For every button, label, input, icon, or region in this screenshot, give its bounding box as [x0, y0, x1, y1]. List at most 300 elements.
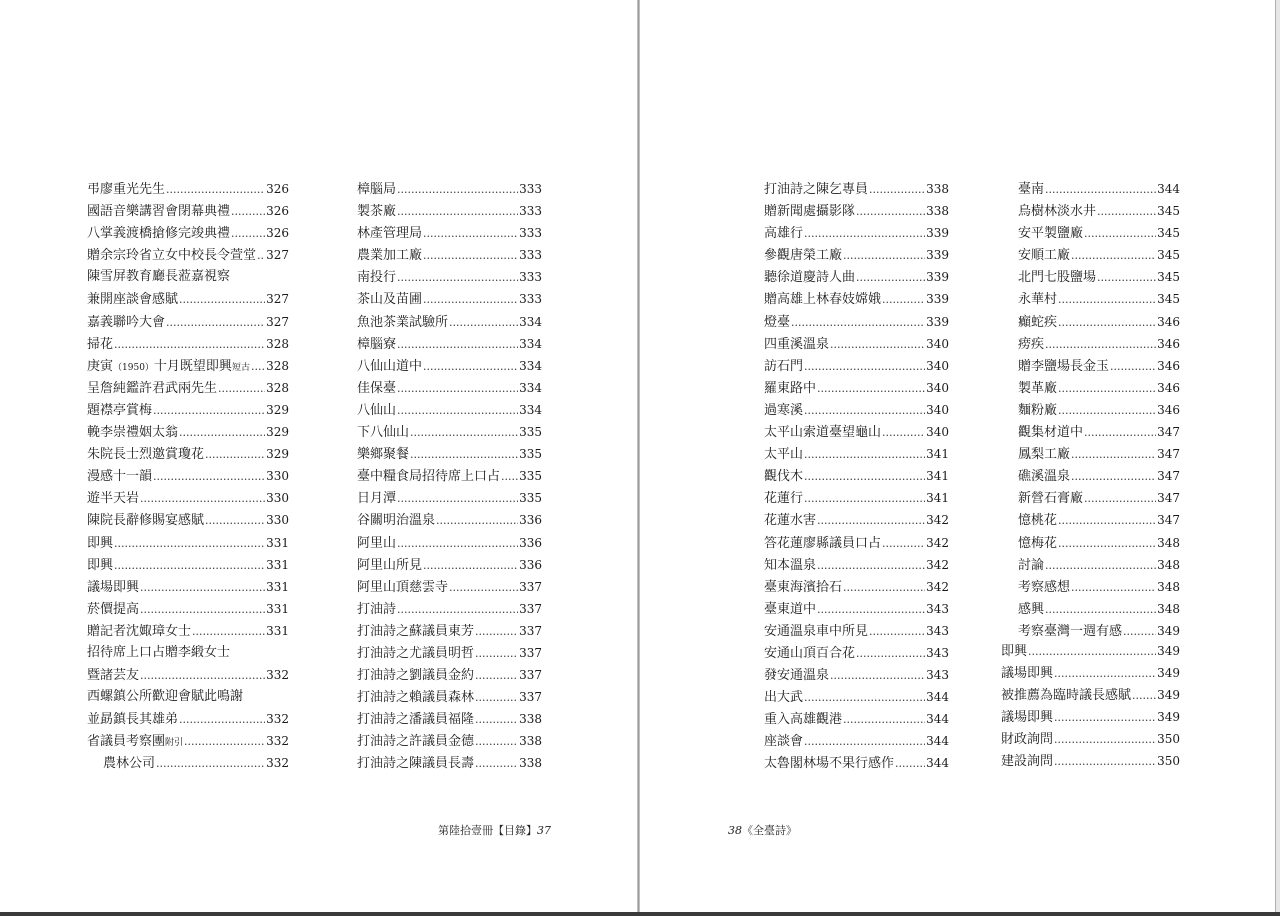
toc-entry-title-text: 兼開座談會感賦 [87, 292, 179, 308]
toc-entry [87, 509, 289, 531]
toc-entry-title-text: 即興 [87, 557, 114, 573]
window-right-edge [1275, 0, 1280, 916]
toc-page-number: 332 [266, 734, 289, 749]
toc-page-number: 342 [926, 557, 949, 572]
toc-dot-leader [397, 400, 518, 422]
toc-dot-leader [166, 312, 265, 334]
toc-entry-title [1018, 555, 1044, 577]
toc-entry-title-text: 癲蛇疾 [1018, 314, 1058, 330]
toc-entry-title [357, 665, 474, 687]
toc-entry [764, 620, 949, 642]
toc-page-number: 333 [519, 182, 542, 196]
toc-entry-title-text: 花蓮行 [764, 491, 804, 507]
toc-dot-leader [1058, 400, 1156, 422]
toc-entry-title-text: 贈新聞處攝影隊 [764, 204, 856, 220]
toc-dot-leader [1110, 356, 1156, 378]
toc-page-number: 344 [1157, 182, 1180, 196]
toc-page-number: 337 [519, 623, 542, 638]
toc-page-number: 340 [926, 336, 949, 351]
toc-dot-leader [501, 466, 518, 488]
toc-entry [1018, 355, 1180, 377]
toc-entry [1018, 487, 1180, 509]
toc-entry-title [87, 731, 183, 754]
toc-entry-title-text: 臺東道中 [764, 601, 817, 617]
toc-page-number: 339 [926, 248, 949, 263]
toc-entry [357, 266, 542, 288]
toc-entry-title-text: 茶山及苗圃 [357, 292, 423, 308]
toc-entry-title [357, 510, 435, 532]
toc-entry-title-text: 並勗鎮長其雄弟 [87, 712, 179, 728]
toc-entry [357, 752, 542, 774]
toc-dot-leader [804, 466, 925, 488]
toc-page-number: 348 [1157, 557, 1180, 572]
toc-page-number: 337 [519, 645, 542, 660]
toc-page-number: 330 [266, 469, 289, 484]
toc-entry [357, 311, 542, 333]
toc-page-number: 336 [519, 513, 542, 528]
toc-entry-title [1018, 179, 1044, 201]
toc-dot-leader [804, 400, 925, 422]
toc-entry [87, 664, 289, 686]
toc-dot-leader [804, 488, 925, 510]
toc-page-number: 349 [1157, 710, 1180, 725]
toc-entry-title [1001, 751, 1053, 773]
toc-page-number: 335 [519, 447, 542, 462]
toc-dot-leader [449, 312, 518, 334]
toc-page-number: 344 [926, 712, 949, 727]
toc-page-number: 339 [926, 226, 949, 241]
toc-dot-leader [856, 267, 925, 289]
toc-entry-title [357, 687, 474, 709]
toc-entry-title-text: 太平山索道臺望龜山 [764, 425, 882, 441]
toc-dot-leader [882, 533, 925, 555]
toc-dot-leader [843, 577, 925, 599]
toc-page-number: 334 [519, 336, 542, 351]
toc-dot-leader [1084, 422, 1156, 444]
footer-right-page-number: 38 [728, 824, 742, 837]
left-page [0, 0, 637, 913]
toc-dot-leader [1028, 641, 1156, 663]
toc-entry-title-text: 鳳梨工廠 [1018, 447, 1071, 463]
toc-entry [87, 554, 289, 576]
toc-entry-title [87, 665, 139, 687]
toc-entry-title-text: 朱院長士烈邀賞瓊花 [87, 447, 205, 463]
toc-dot-leader [1054, 751, 1156, 773]
toc-entry [1018, 421, 1180, 443]
toc-dot-leader [423, 223, 518, 245]
toc-dot-leader [475, 643, 518, 665]
toc-dot-leader [140, 599, 265, 621]
toc-page-number: 345 [1157, 204, 1180, 219]
toc-entry-title [357, 444, 409, 466]
toc-dot-leader [791, 312, 925, 334]
toc-entry-title [87, 466, 152, 488]
toc-entry-title [87, 533, 113, 555]
toc-page-number: 337 [519, 668, 542, 683]
toc-entry-title [1018, 599, 1044, 621]
toc-page-number: 348 [1157, 579, 1180, 594]
toc-entry-title-text: 陳雪屏教育廳長蒞嘉視察 [87, 269, 231, 285]
toc-entry-title-text: 贈余宗玲省立女中校長令萱堂 [87, 248, 257, 264]
toc-dot-leader [475, 687, 518, 709]
toc-entry [87, 708, 289, 730]
toc-entry-title-text: 討論 [1018, 557, 1045, 573]
toc-entry-title [1018, 510, 1057, 532]
toc-dot-leader [1097, 267, 1156, 289]
toc-entry [1018, 576, 1180, 598]
toc-entry [764, 598, 949, 620]
toc-entry [764, 266, 949, 288]
toc-entry-title [357, 466, 500, 488]
toc-entry-title-text: 輓李崇禮姻太翁 [87, 425, 179, 441]
toc-entry-title-text: 痨疾 [1018, 336, 1045, 352]
toc-dot-leader [140, 577, 265, 599]
toc-dot-leader [140, 665, 265, 687]
toc-entry-title [1018, 223, 1083, 245]
toc-entry-title-text: 財政詢問 [1001, 732, 1054, 748]
toc-entry [1018, 266, 1180, 288]
toc-page-number: 346 [1157, 336, 1180, 351]
toc-entry-title-text: 安通溫泉車中所見 [764, 623, 869, 639]
toc-dot-leader [423, 245, 518, 267]
toc-entry-title [764, 555, 816, 577]
toc-dot-leader [1097, 201, 1156, 223]
toc-page-number: 331 [266, 535, 289, 550]
toc-entry-title [764, 753, 894, 775]
toc-entry-title-text: 即興 [87, 535, 114, 551]
toc-page-number: 345 [1157, 226, 1180, 241]
toc-dot-leader [397, 267, 518, 289]
toc-page-number: 339 [926, 314, 949, 329]
toc-entry-title-text: 建設詢問 [1001, 754, 1054, 770]
toc-entry-title-text: 麵粉廠 [1018, 402, 1058, 418]
toc-dot-leader [817, 510, 925, 532]
toc-entry-title-text: 贈李鹽場長金玉 [1018, 358, 1110, 374]
toc-entry [357, 244, 542, 266]
toc-page-number: 331 [266, 623, 289, 638]
toc-entry [87, 399, 289, 421]
toc-entry-title [87, 334, 113, 356]
toc-page-number: 346 [1157, 358, 1180, 373]
toc-page-number: 346 [1157, 402, 1180, 417]
toc-entry-title-text: 議場即興 [87, 579, 140, 595]
toc-entry-title [87, 245, 256, 267]
toc-entry-title [1018, 533, 1057, 555]
toc-dot-leader [218, 378, 265, 400]
toc-entry-title-text: 太平山 [764, 447, 804, 463]
toc-entry [764, 708, 949, 730]
toc-entry [1018, 288, 1180, 310]
toc-entry-title-text: 題襟亭賞梅 [87, 402, 153, 418]
toc-entry-title-text: 阿里山 [357, 535, 397, 551]
toc-entry [87, 333, 289, 355]
toc-entry [87, 288, 289, 310]
toc-entry-title [87, 642, 230, 664]
toc-entry-title-text: 掃花 [87, 336, 114, 352]
toc-dot-leader [895, 753, 925, 775]
toc-entry [764, 487, 949, 509]
toc-dot-leader [166, 179, 265, 201]
toc-entry-title-text: 呈詹純鑑許君武兩先生 [87, 380, 218, 396]
toc-entry [1001, 684, 1180, 706]
toc-entry [1018, 200, 1180, 222]
toc-entry-title [764, 334, 829, 356]
toc-entry-title [87, 223, 230, 245]
toc-entry [1018, 598, 1180, 620]
toc-page-number: 333 [519, 248, 542, 263]
toc-entry [87, 377, 289, 399]
toc-entry-title-text: 製革廠 [1018, 380, 1058, 396]
toc-entry [1018, 554, 1180, 576]
toc-entry-note: 短古 [231, 362, 250, 373]
toc-page-number: 339 [926, 270, 949, 285]
toc-entry-title-text: 佳保臺 [357, 380, 397, 396]
toc-entry-title-text: 臺中糧食局招待席上口占 [357, 469, 501, 485]
toc-entry [1001, 728, 1180, 750]
toc-dot-leader [856, 643, 925, 665]
toc-entry [87, 598, 289, 620]
toc-entry-title-text: 打油詩之尤議員明哲 [357, 645, 475, 661]
toc-entry-title [87, 555, 113, 577]
toc-page-number: 350 [1157, 732, 1180, 747]
toc-entry [1018, 178, 1180, 200]
toc-entry [764, 686, 949, 708]
toc-page-number: 345 [1157, 248, 1180, 263]
toc-entry-title-text: 農林公司 [103, 756, 156, 772]
toc-entry-title-text: 暨諸芸友 [87, 668, 140, 684]
toc-entry [357, 620, 542, 642]
toc-entry-title [764, 312, 790, 334]
toc-page-number: 349 [1157, 666, 1180, 681]
toc-page-number: 342 [926, 513, 949, 528]
toc-dot-leader [475, 753, 518, 775]
toc-entry-title-text: 魚池茶業試驗所 [357, 314, 449, 330]
toc-page-number: 330 [266, 491, 289, 506]
toc-dot-leader [397, 201, 518, 223]
toc-entry-title [1018, 444, 1070, 466]
toc-dot-leader [251, 356, 265, 378]
toc-entry-title-text: 過寒溪 [764, 402, 804, 418]
toc-entry-title [357, 577, 448, 599]
toc-entry [1001, 640, 1180, 662]
toc-page-number: 350 [1157, 754, 1180, 769]
toc-entry-title [764, 245, 842, 267]
toc-dot-leader [397, 599, 518, 621]
toc-page-number: 347 [1157, 513, 1180, 528]
toc-dot-leader [114, 533, 265, 555]
toc-dot-leader [423, 356, 518, 378]
toc-entry-title [87, 179, 165, 201]
toc-entry-title [1001, 685, 1131, 707]
toc-dot-leader [397, 533, 518, 555]
toc-entry-title [87, 488, 139, 510]
toc-entry-title-text: 安通山頂百合花 [764, 645, 856, 661]
toc-entry [357, 200, 542, 222]
toc-entry-title [764, 179, 868, 201]
toc-entry-title [357, 422, 409, 444]
toc-entry [357, 421, 542, 443]
toc-page-number: 333 [519, 270, 542, 285]
toc-page-number: 336 [519, 535, 542, 550]
toc-page-number: 326 [266, 182, 289, 196]
toc-column-left-2 [357, 178, 542, 775]
toc-page-number: 341 [926, 469, 949, 484]
toc-entry-title-text: 陳院長辭修賜宴感賦 [87, 513, 205, 529]
toc-entry [764, 443, 949, 465]
toc-page-number: 333 [519, 226, 542, 241]
toc-dot-leader [1132, 685, 1156, 707]
toc-dot-leader [179, 289, 265, 311]
toc-page-number: 327 [266, 248, 289, 263]
toc-entry-title-text: 烏樹林淡水井 [1018, 204, 1097, 220]
toc-entry-title [1018, 356, 1109, 378]
toc-entry [764, 509, 949, 531]
toc-entry [764, 178, 949, 200]
toc-entry-title-text: 即興 [1001, 644, 1028, 659]
toc-page-number: 331 [266, 557, 289, 572]
toc-page-number: 346 [1157, 380, 1180, 395]
toc-dot-leader [140, 488, 265, 510]
toc-page-number: 331 [266, 579, 289, 594]
toc-dot-leader [475, 665, 518, 687]
toc-page-number: 338 [519, 712, 542, 727]
toc-entry-title-text: 燈臺 [764, 314, 791, 330]
toc-entry-title [764, 289, 881, 311]
toc-entry-title [764, 687, 803, 709]
toc-page-number: 347 [1157, 491, 1180, 506]
toc-entry-title-text: 打油詩 [357, 601, 397, 617]
toc-page-number: 332 [266, 668, 289, 683]
toc-entry-title [357, 267, 396, 289]
toc-entry-title-text: 樟腦寮 [357, 336, 397, 352]
toc-entry-note: 附引 [165, 738, 184, 749]
toc-entry-title [87, 709, 178, 731]
toc-entry-title [87, 266, 230, 288]
toc-dot-leader [449, 577, 518, 599]
toc-entry-title [87, 201, 230, 223]
toc-entry-title [1001, 663, 1053, 685]
footer-right-text: 《全臺詩》 [742, 824, 797, 837]
toc-page-number: 337 [519, 690, 542, 705]
toc-entry-title [357, 378, 396, 400]
toc-entry [357, 222, 542, 244]
toc-page-number: 338 [519, 734, 542, 749]
toc-entry-title-text: 國語音樂講習會閉幕典禮 [87, 204, 231, 220]
toc-entry [87, 421, 289, 443]
toc-page-number: 340 [926, 425, 949, 440]
toc-dot-leader [423, 289, 518, 311]
toc-dot-leader [856, 201, 925, 223]
toc-entry-title-text: 出大武 [764, 690, 804, 706]
toc-entry-title-text: 下八仙山 [357, 425, 410, 441]
toc-page-number: 335 [519, 491, 542, 506]
toc-dot-leader [397, 488, 518, 510]
right-page [640, 0, 1275, 913]
toc-dot-leader [397, 179, 518, 201]
toc-entry [357, 642, 542, 664]
toc-entry-title [1018, 289, 1057, 311]
toc-page-number: 342 [926, 579, 949, 594]
toc-entry-title-text: 招待席上口占贈李緞女士 [87, 644, 231, 660]
toc-page-number: 326 [266, 204, 289, 219]
toc-entry-title [1018, 334, 1044, 356]
toc-entry-title-text: 參觀唐榮工廠 [764, 248, 843, 264]
toc-dot-leader [114, 555, 265, 577]
toc-entry-title-text: 林產管理局 [357, 226, 423, 242]
toc-entry-title [764, 709, 842, 731]
toc-entry-title-text: 憶梅花 [1018, 535, 1058, 551]
toc-page-number: 334 [519, 380, 542, 395]
toc-page-number: 343 [926, 668, 949, 683]
toc-page-number: 335 [519, 469, 542, 484]
toc-dot-leader [1058, 533, 1156, 555]
toc-dot-leader [804, 444, 925, 466]
toc-entry [1001, 706, 1180, 728]
toc-entry [357, 576, 542, 598]
toc-page-number: 338 [926, 182, 949, 196]
toc-entry [87, 487, 289, 509]
toc-entry-title [764, 422, 881, 444]
toc-dot-leader [843, 709, 925, 731]
toc-entry [1018, 311, 1180, 333]
footer-left-page-number: 37 [537, 824, 551, 837]
toc-page-number: 345 [1157, 270, 1180, 285]
toc-column-left-1 [87, 178, 289, 775]
toc-dot-leader [1054, 707, 1156, 729]
toc-entry-title-text: 礁溪溫泉 [1018, 469, 1071, 485]
toc-entry-title [764, 621, 868, 643]
toc-dot-leader [817, 378, 925, 400]
toc-dot-leader [475, 621, 518, 643]
toc-entry [1018, 333, 1180, 355]
toc-entry-title-text: 觀集材道中 [1018, 425, 1084, 441]
toc-entry-title-text: 庚寅 [87, 358, 114, 374]
toc-entry-title-text: 贈記者沈娵璋女士 [87, 623, 192, 639]
toc-page-number: 333 [519, 292, 542, 307]
toc-dot-leader [205, 510, 265, 532]
toc-dot-leader [179, 709, 265, 731]
toc-entry-title-text: 打油詩之賴議員森林 [357, 690, 475, 706]
toc-dot-leader [830, 334, 925, 356]
toc-entry-title [357, 179, 396, 201]
toc-page-number: 328 [266, 336, 289, 351]
toc-entry-title [1001, 641, 1027, 663]
toc-column-right-1 [764, 178, 949, 775]
toc-dot-leader [1084, 488, 1156, 510]
toc-entry [87, 311, 289, 333]
toc-entry-title [764, 356, 803, 378]
toc-entry [357, 487, 542, 509]
toc-entry-title [764, 223, 803, 245]
toc-entry [764, 664, 949, 686]
toc-entry-title [357, 334, 396, 356]
toc-dot-leader [817, 555, 925, 577]
toc-entry [87, 752, 289, 774]
toc-entry-title [357, 621, 474, 643]
toc-entry [764, 554, 949, 576]
toc-entry-title [1018, 378, 1057, 400]
toc-entry-title-text: 新營石膏廠 [1018, 491, 1084, 507]
footer-right [728, 822, 797, 838]
toc-entry-title-text: 羅東路中 [764, 380, 817, 396]
toc-entry-title [87, 444, 204, 466]
toc-page-number: 332 [266, 756, 289, 771]
toc-dot-leader [153, 400, 265, 422]
toc-entry [357, 443, 542, 465]
toc-dot-leader [156, 753, 265, 775]
toc-dot-leader [804, 223, 925, 245]
toc-entry [357, 509, 542, 531]
